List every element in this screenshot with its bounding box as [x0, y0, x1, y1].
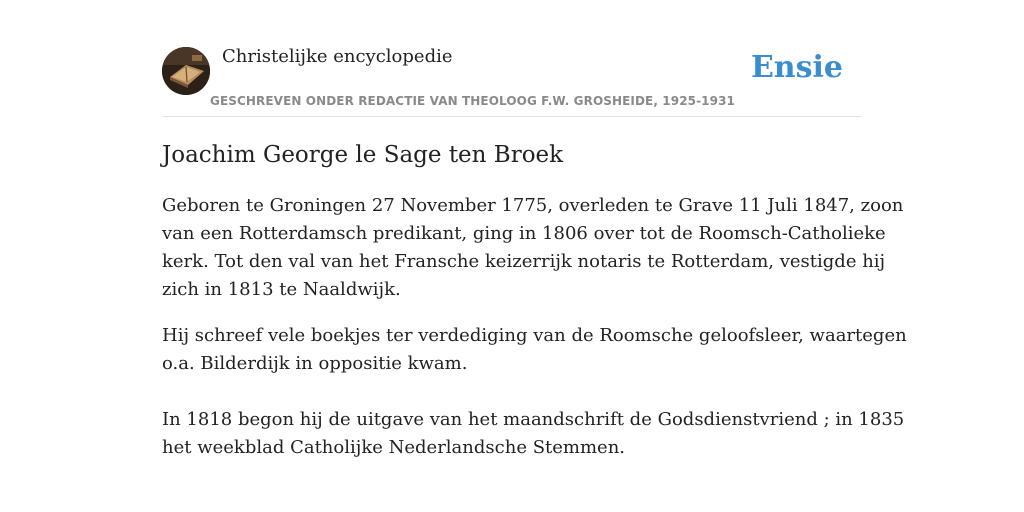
publication-subtitle: GESCHREVEN ONDER REDACTIE VAN THEOLOOG F.W. GROSHEIDE, 1925-1931	[210, 94, 735, 108]
article	[162, 140, 907, 462]
paragraph-line: o.a. Bilderdijk in oppositie kwam.	[162, 353, 468, 374]
article-paragraph	[162, 192, 904, 304]
avatar[interactable]	[162, 47, 210, 95]
publication-title[interactable]: Christelijke encyclopedie	[222, 46, 453, 67]
paragraph-line: kerk. Tot den val van het Fransche keizerrijk notaris te Rotterdam, vestigde hij	[162, 251, 886, 272]
paragraph-line: In 1818 begon hij de uitgave van het maandschrift de Godsdienstvriend ; in 1835	[162, 409, 905, 430]
article-title: Joachim George le Sage ten Broek	[162, 142, 564, 168]
paragraph-line: Geboren te Groningen 27 November 1775, overleden te Grave 11 Juli 1847, zoon	[162, 195, 904, 216]
paragraph-line: van een Rotterdamsch predikant, ging in 1806 over tot de Roomsch-Catholieke	[162, 223, 886, 244]
paragraph-line: zich in 1813 te Naaldwijk.	[162, 279, 401, 300]
paragraph-line: het weekblad Catholijke Nederlandsche Stemmen.	[162, 437, 626, 458]
header	[162, 44, 862, 117]
brand-logo[interactable]: Ensie	[750, 50, 843, 85]
paragraph-line: Hij schreef vele boekjes ter verdediging van de Roomsche geloofsleer, waartegen	[162, 325, 907, 346]
article-paragraph	[162, 322, 907, 378]
article-paragraph	[162, 406, 905, 462]
book-icon	[162, 47, 210, 95]
